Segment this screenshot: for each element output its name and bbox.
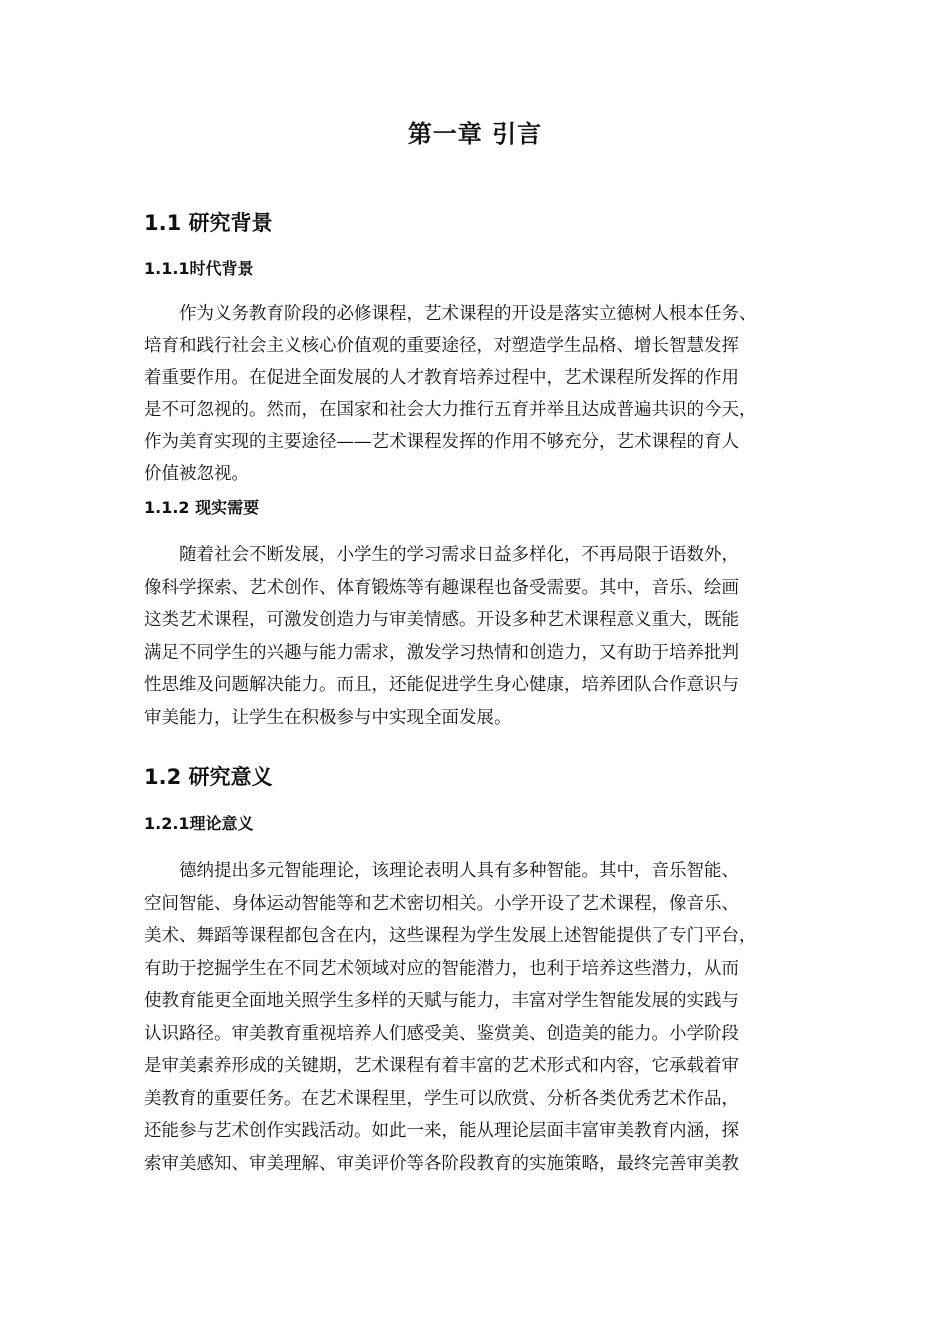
paragraph-line: 是审美素养形成的关键期，艺术课程有着丰富的艺术形式和内容，它承载着审 — [144, 1056, 739, 1076]
paragraph-line: 认识路径。审美教育重视培养人们感受美、鉴赏美、创造美的能力。小学阶段 — [144, 1023, 739, 1044]
paragraph-line: 审美能力，让学生在积极参与中实现全面发展。 — [144, 707, 512, 728]
paragraph-line: 空间智能、身体运动智能等和艺术密切相关。小学开设了艺术课程，像音乐、 — [144, 893, 739, 914]
paragraph-line: 价值被忽视。 — [144, 464, 249, 484]
chapter-title: 第一章 引言 — [407, 120, 543, 148]
subsection-heading-1-1-1: 1.1.1时代背景 — [144, 259, 254, 278]
section-heading-1-2: 1.2 研究意义 — [144, 765, 273, 789]
paragraph-era-background — [144, 298, 844, 490]
paragraph-line: 还能参与艺术创作实践活动。如此一来，能从理论层面丰富审美教育内涵，探 — [144, 1121, 739, 1141]
paragraph-line: 作为义务教育阶段的必修课程，艺术课程的开设是落实立德树人根本任务、 — [179, 304, 757, 324]
paragraph-theoretical-significance — [144, 855, 844, 1180]
paragraph-line: 像科学探索、艺术创作、体育锻炼等有趣课程也备受需要。其中，音乐、绘画 — [144, 577, 739, 598]
paragraph-line: 这类艺术课程，可激发创造力与审美情感。开设多种艺术课程意义重大，既能 — [144, 610, 739, 631]
paragraph-line: 随着社会不断发展，小学生的学习需求日益多样化，不再局限于语数外， — [179, 545, 739, 565]
paragraph-line: 满足不同学生的兴趣与能力需求，激发学习热情和创造力，又有助于培养批判 — [144, 642, 739, 663]
paragraph-line: 使教育能更全面地关照学生多样的天赋与能力，丰富对学生智能发展的实践与 — [144, 991, 739, 1011]
subsection-heading-1-2-1: 1.2.1理论意义 — [144, 814, 254, 833]
paragraph-line: 德纳提出多元智能理论，该理论表明人具有多种智能。其中，音乐智能、 — [179, 861, 739, 881]
section-heading-1-1: 1.1 研究背景 — [144, 211, 273, 235]
paragraph-line: 着重要作用。在促进全面发展的人才教育培养过程中，艺术课程所发挥的作用 — [144, 368, 739, 388]
subsection-heading-1-1-2: 1.1.2 现实需要 — [144, 498, 260, 517]
paragraph-line: 索审美感知、审美理解、审美评价等各阶段教育的实施策略，最终完善审美教 — [144, 1153, 739, 1174]
paragraph-line: 美教育的重要任务。在艺术课程里，学生可以欣赏、分析各类优秀艺术作品， — [144, 1088, 739, 1109]
paragraph-line: 是不可忽视的。然而，在国家和社会大力推行五育并举且达成普遍共识的今天， — [144, 400, 757, 420]
paragraph-practical-needs — [144, 539, 844, 735]
paragraph-line: 有助于挖掘学生在不同艺术领域对应的智能潜力，也利于培养这些潜力，从而 — [144, 958, 739, 979]
paragraph-line: 美术、舞蹈等课程都包含在内，这些课程为学生发展上述智能提供了专门平台， — [144, 926, 757, 946]
paragraph-line: 性思维及问题解决能力。而且，还能促进学生身心健康，培养团队合作意识与 — [144, 675, 739, 696]
paragraph-line: 作为美育实现的主要途径——艺术课程发挥的作用不够充分，艺术课程的育人 — [144, 432, 739, 452]
paragraph-line: 培育和践行社会主义核心价值观的重要途径，对塑造学生品格、增长智慧发挥 — [144, 336, 739, 356]
